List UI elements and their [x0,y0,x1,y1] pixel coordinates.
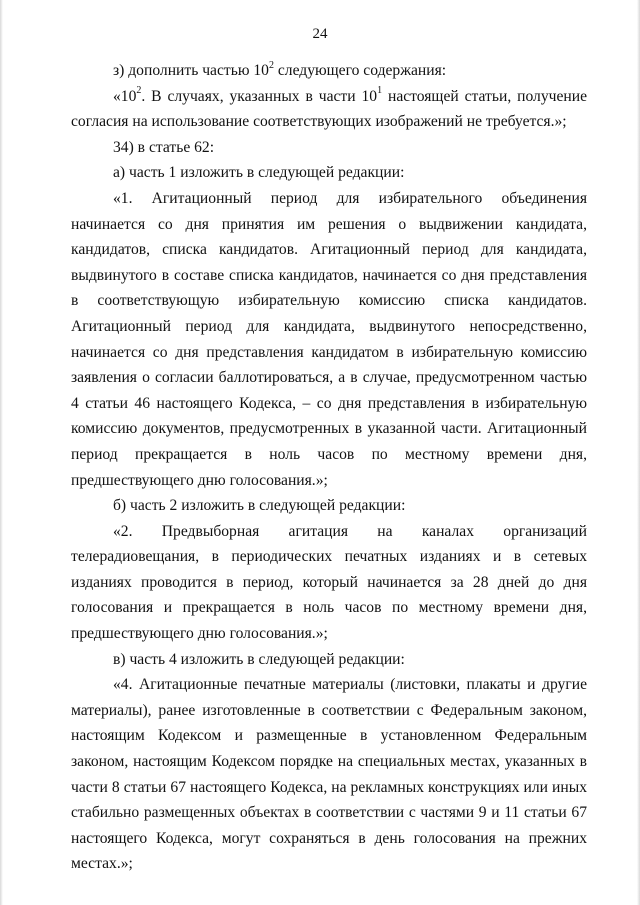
paragraph-text: з) дополнить частью 10 [113,62,269,79]
superscript: 2 [136,85,142,97]
paragraph-text: . В случаях, указанных в части 10 [141,87,378,105]
superscript: 2 [268,59,274,71]
paragraph-text: настоящей статьи, получение согласия на использование соответствующих изображений не требуется.»; [71,87,587,131]
paragraph-amend-z [71,58,587,84]
paragraph-part-2-text: «2. Предвыборная агитация на каналах организаций телерадиовещания, в периодических печатных изданиях и в сетевых изданиях проводится в период, который начинается за 28 дней до дня голосования и прекращается в ноль часов по местному времени дня, предшествующего дню голосования.»; [71,522,587,643]
paragraph-item-34: 34) в статье 62: [113,138,215,156]
paragraph-sub-a: а) часть 1 изложить в следующей редакции: [113,164,405,182]
paragraph-text: следующего содержания: [273,62,447,79]
paragraph-part-1-text: «1. Агитационный период для избирательного объединения начинается со дня принятия им решения о выдвижении кандидата, кандидатов, списка кандидатов. Агитационный период для кандидата, выдвинутого в составе списка кандидатов, начинается со дня представления в соответствующую избирательную комиссию списка кандидатов. Агитационный период для кандидата, выдвинутого непосредственно, начинается со дня представления кандидатом в избирательную комиссию заявления о согласии баллотироваться, а в случае, предусмотренном частью 4 статьи 46 настоящего Кодекса, – со дня представления в избирательную комиссию документов, предусмотренных в указанной части. Агитационный период прекращается в ноль часов по местному времени дня, предшествующего дню голосования.»; [71,189,587,489]
scan-edge-left [0,0,3,905]
page-number: 24 [312,26,328,42]
document-body [71,58,587,877]
superscript: 1 [377,85,383,97]
paragraph-text: «10 [113,87,137,105]
paragraph-part-4-text: «4. Агитационные печатные материалы (листовки, плакаты и другие материалы), ранее изготовленные в соответствии с Федеральным законом, настоящим Кодексом и размещенные в установленном Федеральным законом, настоящим Кодексом порядке на специальных местах, указанных в части 8 статьи 67 настоящего Кодекса, на рекламных конструкциях или иных стабильно размещенных объектах в соответствии с частями 9 и 11 статьи 67 настоящего Кодекса, могут сохраняться в день голосования на прежних местах.»; [71,676,587,873]
paragraph-part-10-2 [71,84,587,135]
paragraph-sub-b: б) часть 2 изложить в следующей редакции: [113,497,406,515]
paragraph-sub-v: в) часть 4 изложить в следующей редакции: [113,650,405,668]
